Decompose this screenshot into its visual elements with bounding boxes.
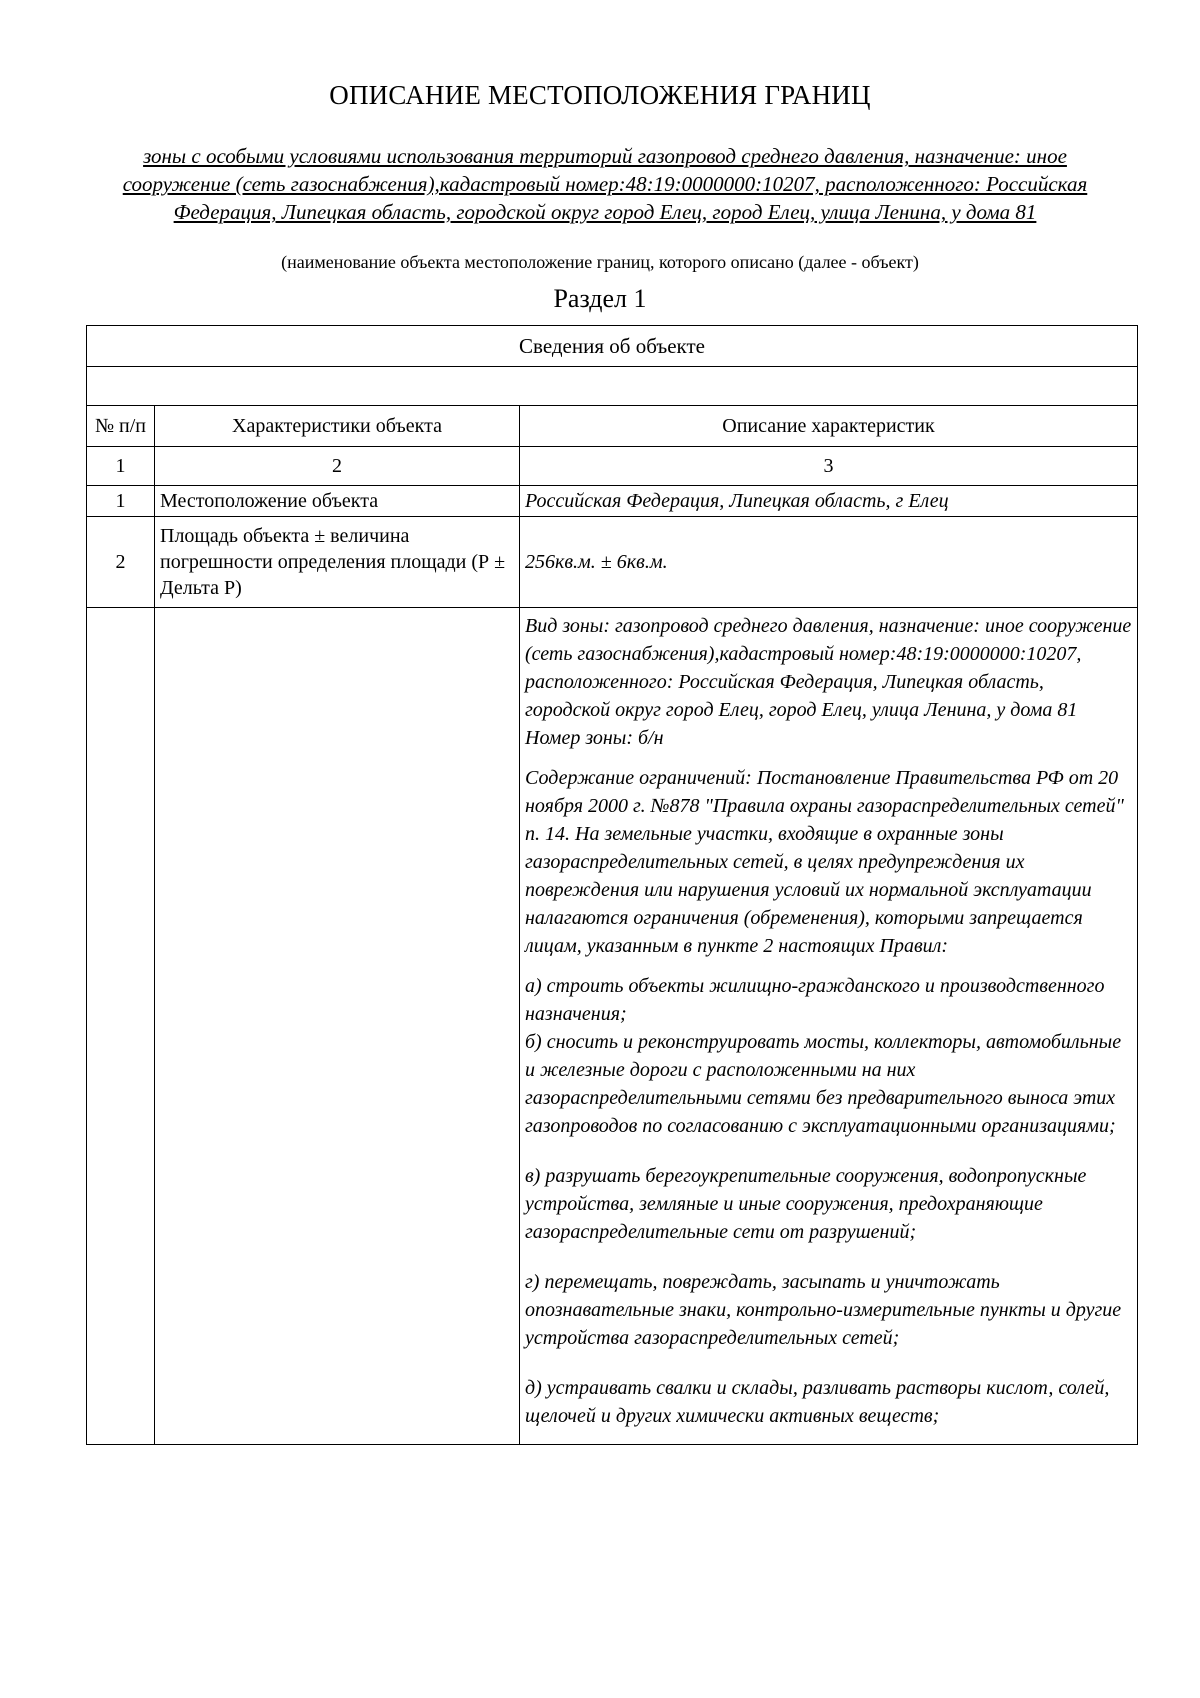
zone-description	[520, 608, 1138, 1445]
restriction-item-v: в) разрушать берегоукрепительные сооружения, водопропускные устройства, земляные и иные сооружения, предохраняющие газораспределительные сети от разрушений;	[525, 1165, 1087, 1243]
document-title: ОПИСАНИЕ МЕСТОПОЛОЖЕНИЯ ГРАНИЦ	[329, 80, 871, 110]
table-heading-row	[87, 326, 1138, 367]
object-name-caption: (наименование объекта местоположение границ, которого описано (далее - объект)	[281, 252, 919, 272]
row-number: 1	[87, 486, 155, 517]
table-row	[87, 517, 1138, 608]
column-header-number: № п/п	[87, 406, 155, 447]
zone-number: Номер зоны: б/н	[525, 727, 664, 749]
column-number-1: 1	[87, 447, 155, 486]
table-row-zone	[87, 608, 1138, 1445]
row-characteristic-empty	[155, 608, 520, 1445]
zone-restrictions: Содержание ограничений: Постановление Правительства РФ от 20 ноября 2000 г. №878 "Правила охраны газораспределительных сетей" п. 14. На земельные участки, входящие в охранные зоны газораспределительных сетей, в целях предупреждения их повреждения или нарушения условий их нормальной эксплуатации налагаются ограничения (обременения), которыми запрещается лицам, указанным в пункте 2 настоящих Правил:	[525, 767, 1124, 957]
row-number-empty	[87, 608, 155, 1445]
table-row	[87, 486, 1138, 517]
row-description: 256кв.м. ± 6кв.м.	[520, 517, 1138, 608]
column-number-row	[87, 447, 1138, 486]
table-empty-row	[87, 367, 1138, 406]
object-info-table	[86, 325, 1138, 1445]
zone-type: Вид зоны: газопровод среднего давления, назначение: иное сооружение (сеть газоснабжения),кадастровый номер:48:19:0000000:10207, расположенного: Российская Федерация, Липецкая область, городской округ город Елец, город Елец, улица Ленина, у дома 81	[525, 615, 1132, 721]
restriction-item-d: д) устраивать свалки и склады, разливать растворы кислот, солей, щелочей и других химически активных веществ;	[525, 1377, 1110, 1427]
column-number-2: 2	[155, 447, 520, 486]
column-header-description: Описание характеристик	[520, 406, 1138, 447]
restriction-item-a: а) строить объекты жилищно-гражданского и производственного назначения;	[525, 975, 1105, 1025]
section-heading: Раздел 1	[553, 284, 647, 313]
column-number-3: 3	[520, 447, 1138, 486]
column-header-characteristic: Характеристики объекта	[155, 406, 520, 447]
row-number: 2	[87, 517, 155, 608]
row-characteristic: Площадь объекта ± величина погрешности определения площади (Р ± Дельта Р)	[155, 517, 520, 608]
column-header-row	[87, 406, 1138, 447]
table-heading: Сведения об объекте	[87, 326, 1138, 367]
row-description: Российская Федерация, Липецкая область, г Елец	[520, 486, 1138, 517]
row-characteristic: Местоположение объекта	[155, 486, 520, 517]
restriction-item-b: б) сносить и реконструировать мосты, коллекторы, автомобильные и железные дороги с расположенными на них газораспределительными сетями без предварительного выноса этих газопроводов по согласованию с эксплуатационными организациями;	[525, 1031, 1122, 1137]
restriction-item-g: г) перемещать, повреждать, засыпать и уничтожать опознавательные знаки, контрольно-измерительные пункты и другие устройства газораспределительных сетей;	[525, 1271, 1122, 1349]
object-name: зоны с особыми условиями использования территорий газопровод среднего давления, назначение: иное сооружение (сеть газоснабжения),кадастровый номер:48:19:0000000:10207, расположенного: Российская Федерация, Липецкая область, городской округ город Елец, город Елец, улица Ленина, у дома 81	[122, 144, 1088, 224]
